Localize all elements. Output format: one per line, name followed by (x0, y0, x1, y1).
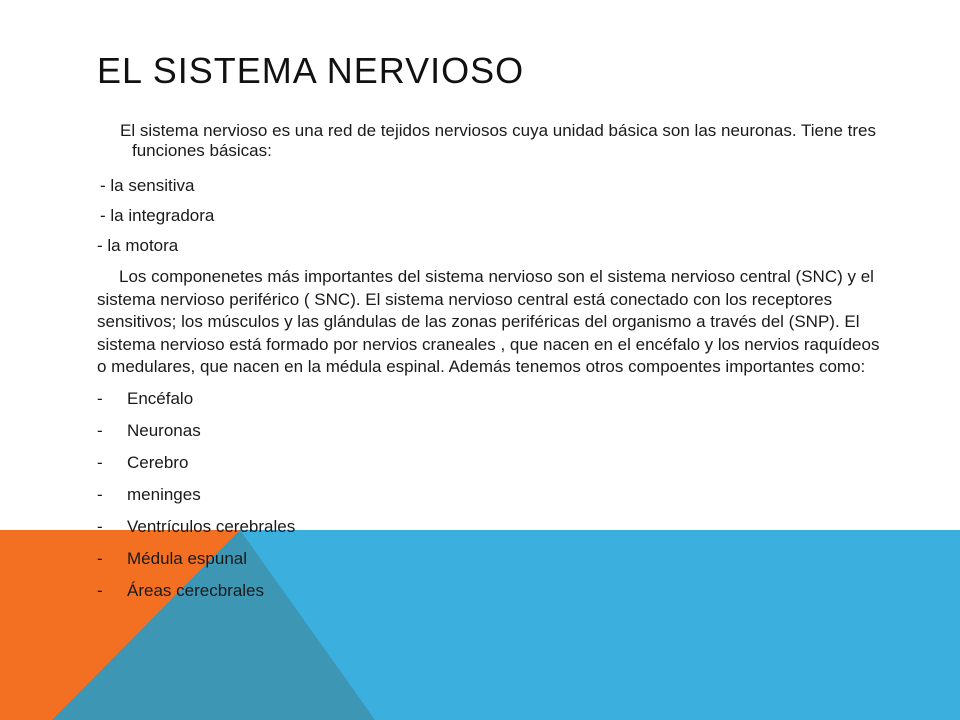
list-marker: - (97, 548, 103, 568)
components-paragraph: Los componenetes más importantes del sistema nervioso son el sistema nervioso central (SNC) y el sistema nervioso periférico ( SNC). El sistema nervioso central está conectado con los receptores sensitivos; los músculos y las glándulas de las zonas periféricas del organismo a través del (SNP). El sistema nervioso está formado por nervios craneales , que nacen en el encéfalo y los nervios raquídeos o medulares, que nacen en la médula espinal. Además tenemos otros compoentes importantes como: (97, 267, 880, 377)
function-integradora: - la integradora (100, 206, 215, 225)
list-item-label: Médula espunal (127, 548, 248, 568)
list-item-label: Áreas cerecbrales (127, 580, 265, 600)
list-item-label: Encéfalo (127, 388, 194, 408)
list-item (97, 421, 887, 441)
list-item (97, 485, 887, 505)
slide-body (97, 121, 887, 613)
list-item-label: Ventrículos cerebrales (127, 516, 296, 536)
list-marker: - (97, 452, 103, 472)
list-item-label: Cerebro (127, 452, 189, 472)
intro-text: El sistema nervioso es una red de tejidos nerviosos cuya unidad básica son las neuronas. Tiene tres funciones básicas: (120, 121, 876, 160)
slide-title: EL SISTEMA NERVIOSO (97, 50, 525, 91)
function-sensitiva: - la sensitiva (100, 176, 195, 195)
list-item (97, 581, 887, 601)
components-list (97, 389, 887, 601)
list-item-label: meninges (127, 484, 201, 504)
list-item (97, 453, 887, 473)
function-motora: - la motora (97, 236, 179, 255)
list-item (97, 517, 887, 537)
list-item (97, 549, 887, 569)
list-marker: - (97, 420, 103, 440)
list-item (97, 389, 887, 409)
list-marker: - (97, 580, 103, 600)
list-item-label: Neuronas (127, 420, 201, 440)
list-marker: - (97, 388, 103, 408)
list-marker: - (97, 516, 103, 536)
list-marker: - (97, 484, 103, 504)
